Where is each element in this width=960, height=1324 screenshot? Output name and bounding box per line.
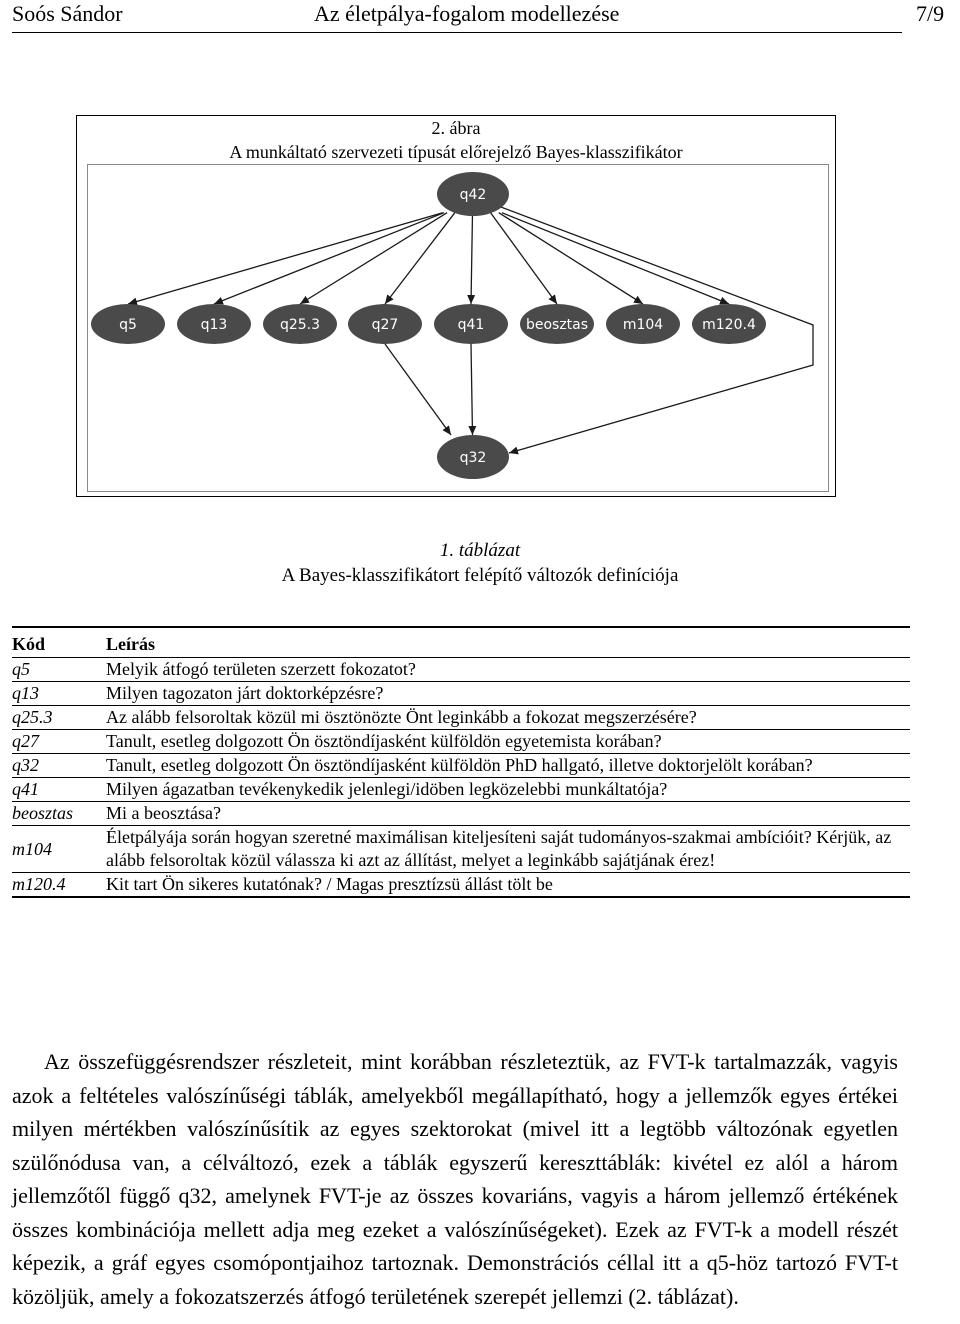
row-code: m104	[12, 826, 106, 873]
table-number: 1. táblázat	[439, 540, 521, 561]
table-row	[12, 658, 910, 682]
row-description: Melyik átfogó területen szerzett fokozatot?	[106, 658, 910, 682]
edge-root-to-child	[471, 213, 473, 304]
edge-root-to-child	[214, 213, 444, 304]
page-header	[12, 0, 902, 33]
row-description: Kit tart Ön sikeres kutatónak? / Magas presztízsü állást tölt be	[106, 873, 910, 898]
table-row	[12, 826, 910, 873]
row-description: Mi a beosztása?	[106, 802, 910, 826]
column-header-code: Kód	[12, 627, 106, 658]
node-child-label: q27	[371, 317, 399, 333]
table-row	[12, 706, 910, 730]
row-code: q13	[12, 682, 106, 706]
table-row	[12, 682, 910, 706]
figure-frame	[76, 115, 836, 497]
row-code: q25.3	[12, 706, 106, 730]
table-row	[12, 754, 910, 778]
table-header-row	[12, 627, 910, 658]
row-description: Az alább felsoroltak közül mi ösztönözte Önt leginkább a fokozat megszerzésére?	[106, 706, 910, 730]
node-root-label: q42	[459, 187, 487, 203]
edge-root-to-child	[499, 213, 643, 304]
body-paragraph: Az összefüggésrendszer részleteit, mint korábban részleteztük, az FVT-k tartalmazzák, vagyis azok a feltételes valószínűségi táblák, amelyekből megállapítható, hogy a jellemzők egyes értékei milyen mértékben valószínűsítik az egyes szektorokat (mivel itt a legtöbb változónak egyetlen szülőnódusa van, a célváltozó, ezek a táblák egyszerű kereszttáblák: kivétel ez alól a három jellemzőtől függő q32, amelynek FVT-je az összes kovariáns, vagyis a három jellemző értékének összes kombinációja mellett adja meg ezeket a valószínűségeket). Ezek az FVT-k a modell részét képezik, a gráf egyes csomópontjaihoz tartoznak. Demonstrációs céllal itt a q5-höz tartozó FVT-t közöljük, amely a fokozatszerzés átfogó területének szerepét jellemzi (2. táblázat).	[12, 1049, 898, 1309]
table-row	[12, 802, 910, 826]
table-row	[12, 873, 910, 898]
node-child-label: m120.4	[702, 317, 756, 333]
row-description: Milyen tagozaton járt doktorképzésre?	[106, 682, 910, 706]
node-sink-label: q32	[459, 450, 487, 466]
edge-root-to-child	[502, 213, 729, 304]
table-body	[12, 658, 910, 898]
row-code: q32	[12, 754, 106, 778]
node-child-label: q5	[119, 317, 137, 333]
graph-nodes	[91, 172, 766, 479]
row-code: q5	[12, 658, 106, 682]
edge-child-to-sink	[385, 344, 451, 435]
row-code: m120.4	[12, 873, 106, 898]
row-code: q27	[12, 730, 106, 754]
row-description: Életpályája során hogyan szeretné maximálisan kiteljesíteni saját tudományos-szakmai ambícióit? Kérjük, az alább felsoroltak közül válassza ki azt az állítást, melyet a leginkább sajátjának érez!	[106, 826, 910, 873]
table-title: A Bayes-klasszifikátort felépítő változók definíciója	[281, 565, 679, 586]
header-title: Az életpálya-fogalom modellezése	[314, 1, 620, 26]
row-description: Tanult, esetleg dolgozott Ön ösztöndíjasként külföldön PhD hallgató, illetve doktorjelölt korában?	[106, 754, 910, 778]
header-author: Soós Sándor	[12, 1, 123, 26]
node-child-label: q41	[457, 317, 485, 333]
table-row	[12, 730, 910, 754]
bayes-network-graph	[87, 164, 829, 492]
bayes-network-svg	[88, 165, 828, 491]
node-child-label: beosztas	[525, 317, 589, 333]
edge-root-to-child	[300, 213, 447, 304]
row-code: q41	[12, 778, 106, 802]
node-child-label: m104	[622, 317, 664, 333]
row-code: beosztas	[12, 802, 106, 826]
edge-root-to-child	[491, 213, 557, 304]
row-description: Milyen ágazatban tevékenykedik jelenlegi/idöben legközelebbi munkáltatója?	[106, 778, 910, 802]
figure-number: 2. ábra	[431, 118, 481, 138]
table-row	[12, 778, 910, 802]
column-header-description: Leírás	[106, 627, 910, 658]
figure-title: A munkáltató szervezeti típusát előrejelző Bayes-klasszifikátor	[229, 142, 683, 162]
node-child-label: q25.3	[279, 317, 321, 333]
row-description: Tanult, esetleg dolgozott Ön ösztöndíjasként külföldön egyetemista korában?	[106, 730, 910, 754]
header-page-number: 7/9	[916, 1, 945, 26]
variable-definitions-table	[12, 626, 910, 898]
node-child-label: q13	[200, 317, 228, 333]
edge-child-to-sink	[471, 344, 473, 435]
